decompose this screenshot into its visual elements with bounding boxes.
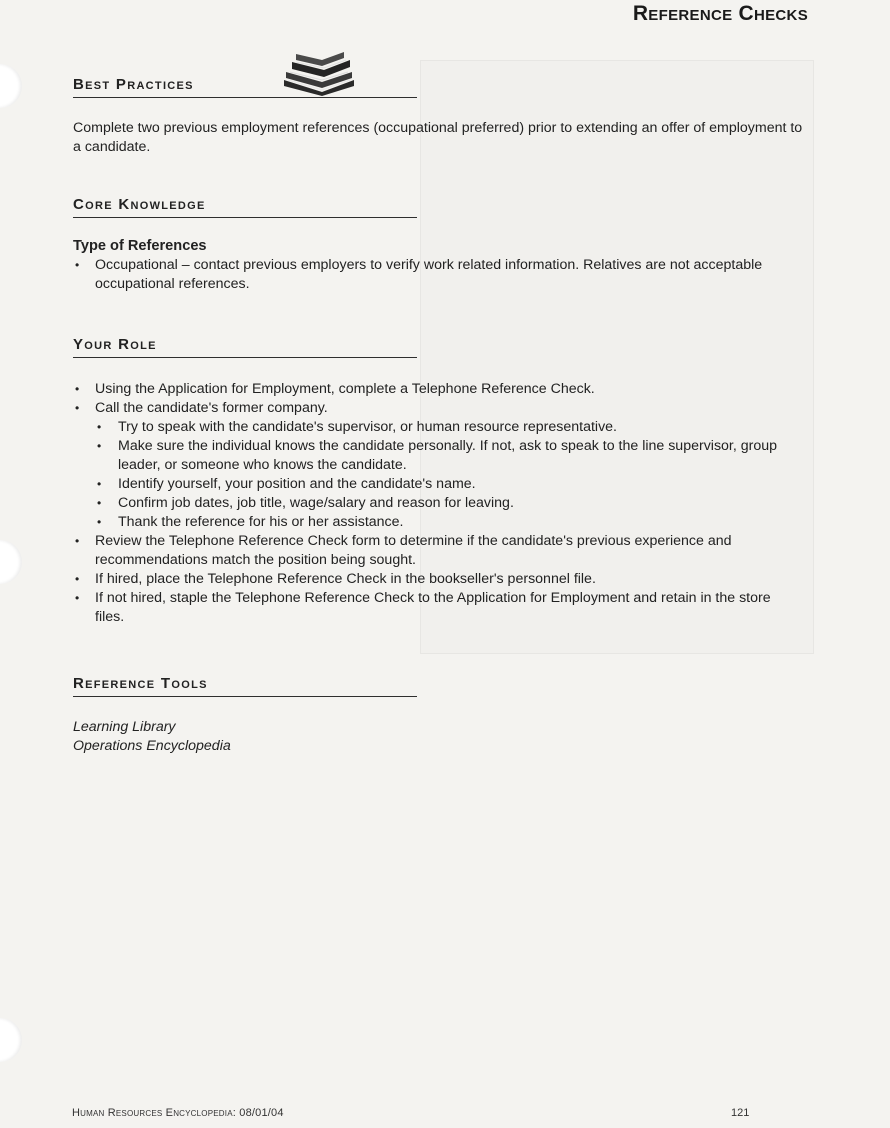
- binder-hole: [0, 64, 22, 108]
- list-item: • Make sure the individual knows the candidate personally. If not, ask to speak to the line supervisor, group leader, or someone who knows the candidate.: [95, 437, 803, 475]
- list-item: • Identify yourself, your position and the candidate's name.: [95, 475, 803, 494]
- binder-hole: [0, 1018, 22, 1062]
- page-number: 121: [731, 1107, 750, 1119]
- your-role-header: [73, 336, 417, 358]
- list-item-text: Call the candidate's former company.: [95, 400, 328, 416]
- reference-tools-content: [73, 718, 803, 756]
- list-item: • Review the Telephone Reference Check form to determine if the candidate's previous experience and recommendations match the position being sought.: [73, 532, 803, 570]
- list-item: • Thank the reference for his or her assistance.: [95, 513, 803, 532]
- list-item: • If not hired, staple the Telephone Reference Check to the Application for Employment and retain in the store files.: [73, 589, 803, 627]
- core-knowledge-heading: Core Knowledge: [73, 196, 206, 213]
- list-item: • Using the Application for Employment, complete a Telephone Reference Check.: [73, 380, 803, 399]
- operations-encyclopedia-ref: Operations Encyclopedia: [73, 738, 231, 754]
- list-item: • Occupational – contact previous employers to verify work related information. Relatives are not acceptable occupational references.: [73, 256, 803, 294]
- footer-document-info: Human Resources Encyclopedia: 08/01/04: [72, 1107, 284, 1119]
- list-item: • If hired, place the Telephone Reference Check in the bookseller's personnel file.: [73, 570, 803, 589]
- list-item: • Try to speak with the candidate's supervisor, or human resource representative.: [95, 418, 803, 437]
- your-role-list: [73, 380, 803, 627]
- best-practices-text: Complete two previous employment references (occupational preferred) prior to extending an offer of employment to a candidate.: [73, 120, 803, 155]
- core-knowledge-content: [73, 237, 803, 294]
- type-of-references-heading: Type of References: [73, 238, 207, 254]
- reference-tools-header: [73, 675, 417, 697]
- learning-library-ref: Learning Library: [73, 719, 176, 735]
- page-title: Reference Checks: [632, 2, 808, 25]
- binder-hole: [0, 540, 22, 584]
- call-steps-list: [95, 418, 803, 532]
- core-knowledge-list: [73, 256, 803, 294]
- your-role-content: [73, 380, 803, 627]
- core-knowledge-header: [73, 196, 417, 218]
- list-item: [73, 399, 803, 532]
- best-practices-heading: Best Practices: [73, 76, 194, 93]
- your-role-heading: Your Role: [73, 336, 157, 353]
- reference-tools-heading: Reference Tools: [73, 675, 208, 692]
- list-item: • Confirm job dates, job title, wage/salary and reason for leaving.: [95, 494, 803, 513]
- best-practices-header: [73, 76, 417, 98]
- books-icon: [278, 50, 360, 96]
